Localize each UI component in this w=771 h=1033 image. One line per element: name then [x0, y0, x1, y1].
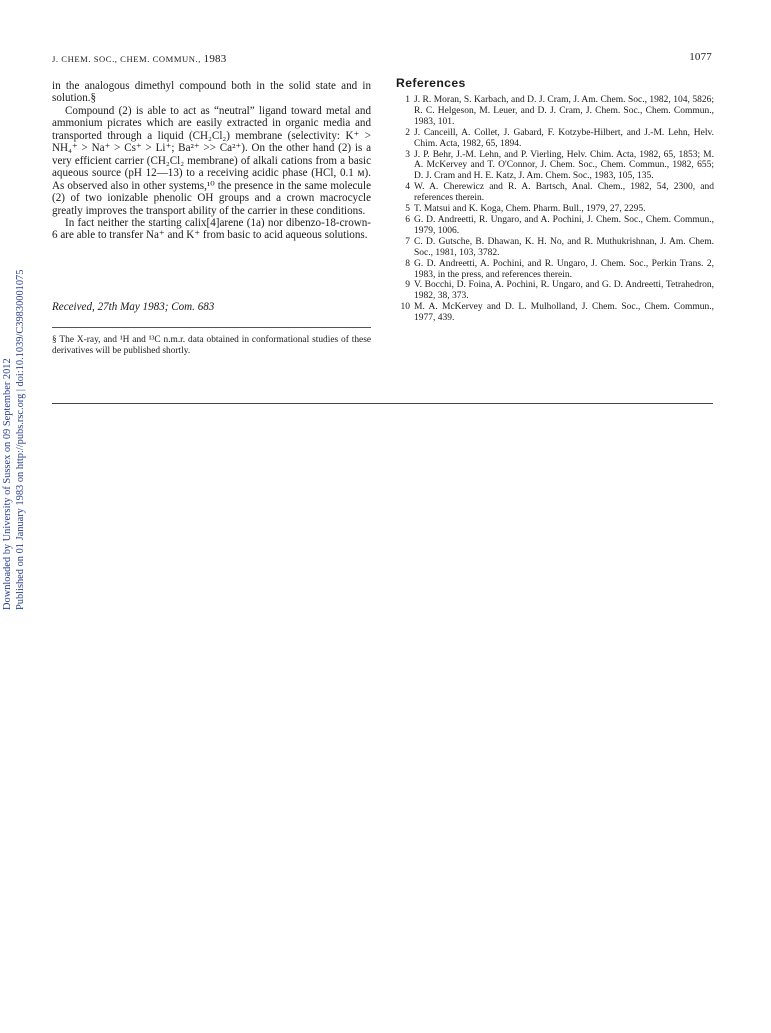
publication-watermark-line: Published on 01 January 1983 on http://pubs.rsc.org | doi:10.1039/C39830001075 — [14, 269, 26, 610]
journal-name — [52, 53, 226, 65]
reference-text: G. D. Andreetti, R. Ungaro, and A. Pochini, J. Chem. Soc., Chem. Commun., 1979, 1006. — [414, 214, 714, 236]
reference-item — [396, 128, 714, 150]
journal-title: J. CHEM. SOC., CHEM. COMMUN., — [52, 54, 201, 64]
reference-number: 5 — [405, 204, 410, 215]
reference-text: V. Bocchi, D. Foina, A. Pochini, R. Ungaro, and G. D. Andreetti, Tetrahedron, 1982, 38, 373. — [414, 280, 714, 302]
reference-text: J. R. Moran, S. Karbach, and D. J. Cram, J. Am. Chem. Soc., 1982, 104, 5826; R. C. Helgeson, M. Leuer, and D. J. Cram, J. Chem. Soc., Chem. Commun., 1983, 101. — [414, 95, 714, 127]
reference-item — [396, 182, 714, 204]
reference-number: 1 — [405, 95, 410, 105]
references-column — [396, 76, 714, 324]
reference-number: 8 — [405, 258, 410, 269]
reference-number: 7 — [405, 236, 410, 247]
reference-text: J. P. Behr, J.-M. Lehn, and P. Vierling, Helv. Chim. Acta, 1982, 65, 1853; M. A. McKervey and T. O'Connor, J. Chem. Soc., Chem. Commun., 1982, 655; D. J. Cram and H. E. Katz, J. Am. Chem. Soc., 1983, 105, 135. — [414, 149, 714, 182]
reference-item — [396, 280, 714, 302]
body-text-column — [52, 80, 371, 242]
reference-item — [396, 237, 714, 259]
reference-number: 4 — [405, 182, 410, 193]
reference-text: W. A. Cherewicz and R. A. Bartsch, Anal. Chem., 1982, 54, 2300, and references therein. — [414, 182, 714, 204]
footnote: § The X-ray, and ¹H and ¹³C n.m.r. data obtained in conformational studies of these derivatives will be published shortly. — [52, 335, 371, 356]
page-bottom-rule — [52, 403, 713, 404]
body-paragraph-2: Compound (2) is able to act as “neutral” ligand toward metal and ammonium picrates which are easily extracted in organic media and transported through a liquid (CH₂Cl₂) membrane (selectivity: K⁺ > NH₄⁺ > Na⁺ > Cs⁺ > Li⁺; Ba²⁺ >> Ca²⁺). On the other hand (2) is a very efficient carrier (CH₂Cl₂ membrane) of alkali cations from a basic aqueous source (pH 12—13) to a receiving acidic phase (HCl, 0.1 ᴍ). As observed also in other systems,¹⁰ the presence in the same molecule (2) of two ionizable phenolic OH groups and a crown macrocycle greatly improves the transport ability of the carrier in these conditions. — [52, 104, 371, 217]
body-paragraph-3: In fact neither the starting calix[4]arene (1a) nor dibenzo-18-crown-6 are able to transfer Na⁺ and K⁺ from basic to acid aqueous solutions. — [52, 216, 371, 242]
running-header — [52, 51, 712, 65]
download-watermark — [2, 210, 38, 610]
reference-list — [396, 95, 714, 324]
reference-item — [396, 95, 714, 128]
reference-number: 3 — [405, 149, 410, 160]
reference-text: M. A. McKervey and D. L. Mulholland, J. Chem. Soc., Chem. Commun., 1977, 439. — [414, 302, 714, 324]
footnote-divider — [52, 327, 371, 328]
reference-text: C. D. Gutsche, B. Dhawan, K. H. No, and R. Muthukrishnan, J. Am. Chem. Soc., 1981, 103, 3782. — [414, 236, 714, 258]
reference-number: 10 — [400, 302, 410, 313]
reference-item — [396, 204, 714, 215]
download-watermark-line: Downloaded by University of Sussex on 09 September 2012 — [2, 358, 13, 610]
references-heading: References — [396, 76, 466, 90]
page-number: 1077 — [689, 51, 712, 63]
reference-item — [396, 215, 714, 237]
reference-text: G. D. Andreetti, A. Pochini, and R. Ungaro, J. Chem. Soc., Perkin Trans. 2, 1983, in the press, and references therein. — [414, 258, 714, 280]
reference-text: J. Canceill, A. Collet, J. Gabard, F. Kotzybe-Hilbert, and J.-M. Lehn, Helv. Chim. Acta, 1982, 65, 1894. — [414, 127, 714, 149]
journal-year: 1983 — [203, 53, 227, 65]
body-paragraph-1: in the analogous dimethyl compound both in the solid state and in solution.§ — [52, 80, 371, 105]
received-date: Received, 27th May 1983; Com. 683 — [52, 301, 215, 313]
reference-item — [396, 150, 714, 183]
reference-item — [396, 259, 714, 281]
reference-text: T. Matsui and K. Koga, Chem. Pharm. Bull., 1979, 27, 2295. — [414, 204, 646, 215]
reference-number: 6 — [405, 214, 410, 225]
reference-number: 2 — [405, 127, 410, 138]
reference-number: 9 — [405, 280, 410, 291]
reference-item — [396, 302, 714, 324]
